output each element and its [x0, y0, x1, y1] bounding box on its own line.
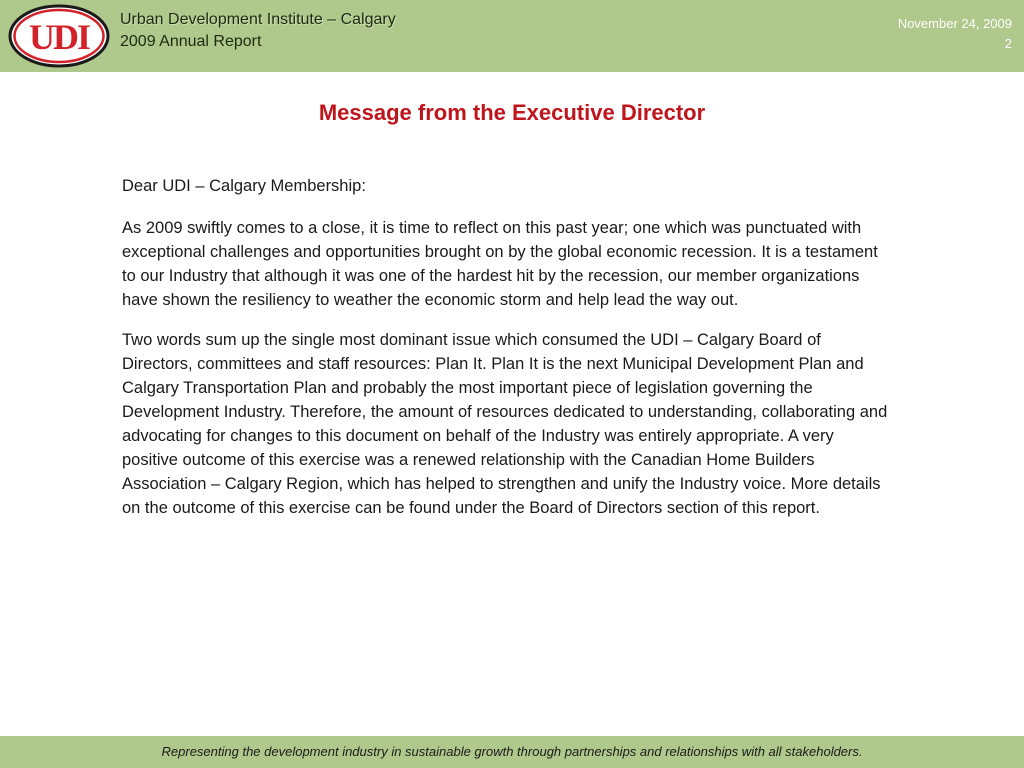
udi-logo: [8, 4, 110, 68]
letter-body: [122, 174, 892, 536]
header-band: [0, 0, 1024, 72]
org-title: Urban Development Institute – Calgary: [120, 11, 396, 28]
page-number: 2: [1004, 36, 1012, 51]
logo-lettering: UDI: [28, 17, 90, 57]
report-date: November 24, 2009: [897, 16, 1012, 31]
header-meta: [898, 14, 1012, 54]
report-title: 2009 Annual Report: [120, 33, 262, 50]
page-title: Message from the Executive Director: [318, 100, 706, 125]
footer-band: [0, 736, 1024, 768]
salutation: Dear UDI – Calgary Membership:: [122, 177, 366, 195]
footer-tagline: Representing the development industry in sustainable growth through partnerships and relationships with all stakeholders.: [161, 744, 863, 759]
header-titles: [120, 10, 396, 54]
paragraph-plan-it: Two words sum up the single most dominant issue which consumed the UDI – Calgary Board of Directors, committees and staff resources: Plan It. Plan It is the next Municipal Development Plan and Calgary Transportation Plan and probably the most important piece of legislation governing the Development Industry. Therefore, the amount of resources dedicated to understanding, collaborating and advocating for changes to this document on behalf of the Industry was entirely appropriate. A very positive outcome of this exercise was a renewed relationship with the Canadian Home Builders Association – Calgary Region, which has helped to strengthen and unify the Industry voice. More details on the outcome of this exercise can be found under the Board of Directors section of this report.: [122, 331, 888, 517]
paragraph-reflection: As 2009 swiftly comes to a close, it is time to reflect on this past year; one which was punctuated with exceptional challenges and opportunities brought on by the global economic recession. It is a testament to our Industry that although it was one of the hardest hit by the recession, our member organizations have shown the resiliency to weather the economic storm and help lead the way out.: [122, 219, 878, 309]
